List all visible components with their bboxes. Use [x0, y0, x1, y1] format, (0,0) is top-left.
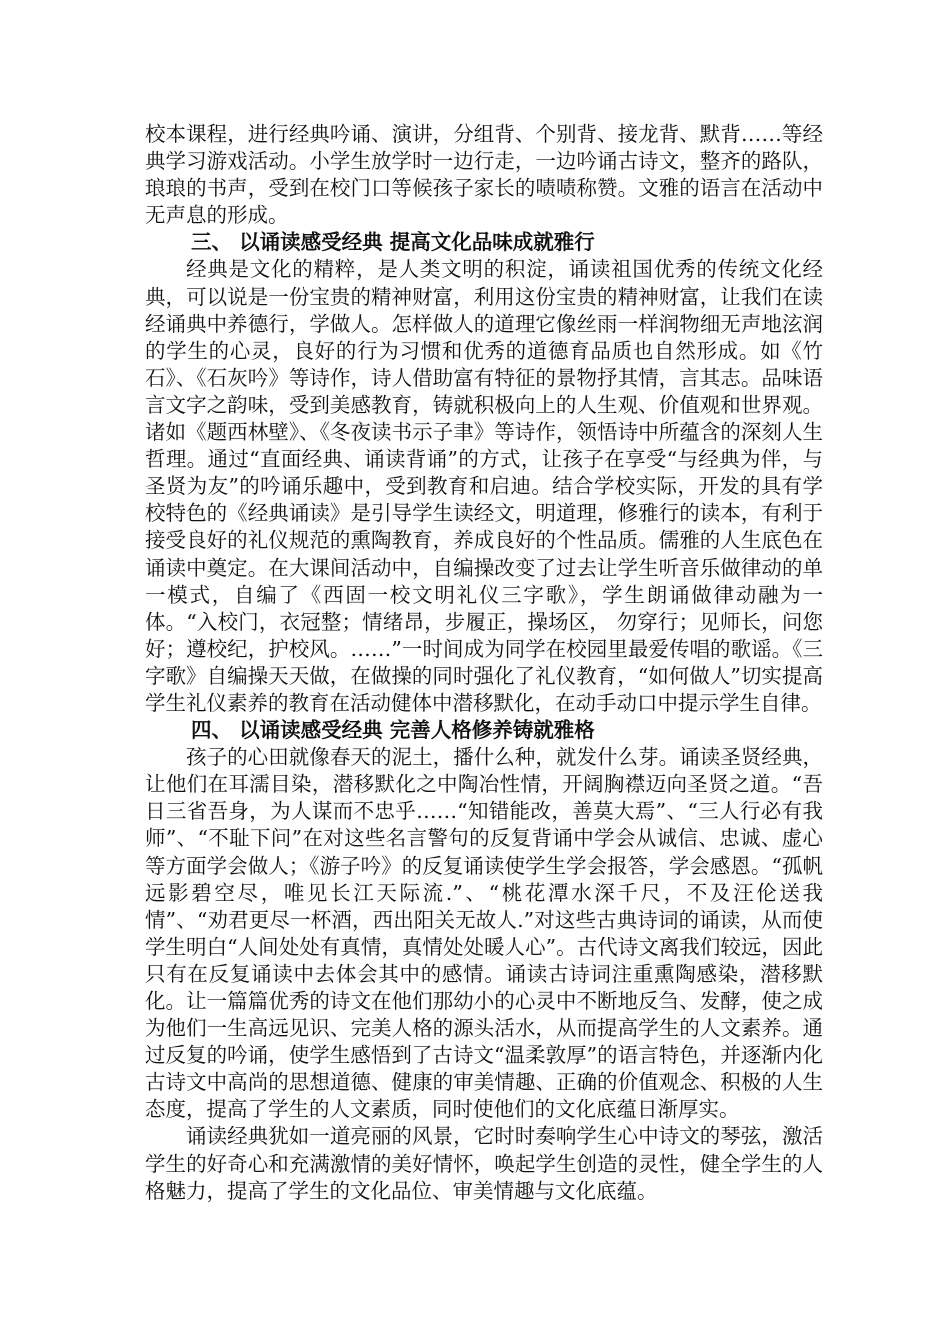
- conclusion-paragraph: 诵读经典犹如一道亮丽的风景，它时时奏响学生心中诗文的琴弦，激活学生的好奇心和充满激情的美好情怀，唤起学生创造的灵性，健全学生的人格魅力，提高了学生的文化品位、审美情趣与文化底蕴。: [145, 1124, 823, 1203]
- section-4-heading: 四、 以诵读感受经典 完善人格修养铸就雅格: [191, 718, 595, 743]
- section-4-paragraph: 孩子的心田就像春天的泥土，播什么种，就发什么芽。诵读圣贤经典，让他们在耳濡目染，潜移默化之中陶冶性情，开阔胸襟迈向圣贤之道。“吾日三省吾身，为人谋而不忠乎……“知错能改，善莫大焉”、“三人行必有我师”、“不耻下问”在对这些名言警句的反复背诵中学会从诚信、忠诚、虚心等方面学会做人；《游子吟》的反复诵读使学生学会报答，学会感恩。“孤帆远影碧空尽，唯见长江天际流.”、“桃花潭水深千尺，不及汪伦送我情”、“劝君更尽一杯酒，西出阳关无故人.”对这些古典诗词的诵读，从而使学生明白“人间处处有真情，真情处处暖人心”。古代诗文离我们较远，因此只有在反复诵读中去体会其中的感情。诵读古诗词注重熏陶感染，潜移默化。让一篇篇优秀的诗文在他们那幼小的心灵中不断地反刍、发酵，使之成为他们一生高远见识、完美人格的源头活水，从而提高学生的人文素养。通过反复的吟诵，使学生感悟到了古诗文“温柔敦厚”的语言特色，并逐渐内化古诗文中高尚的思想道德、健康的审美情趣、正确的价值观念、积极的人生态度，提高了学生的人文素质，同时使他们的文化底蕴日渐厚实。: [145, 745, 823, 1122]
- section-3-paragraph: 经典是文化的精粹，是人类文明的积淀，诵读祖国优秀的传统文化经典，可以说是一份宝贵的精神财富，利用这份宝贵的精神财富，让我们在读经诵典中养德行，学做人。怎样做人的道理它像丝雨一样润物细无声地泫润的学生的心灵，良好的行为习惯和优秀的道德育品质也自然形成。如《竹石》、《石灰吟》等诗作，诗人借助富有特征的景物抒其情，言其志。品味语言文字之韵味，受到美感教育，铸就积极向上的人生观、价值观和世界观。诸如《题西林壁》、《冬夜读书示子聿》等诗作，领悟诗中所蕴含的深刻人生哲理。通过“直面经典、诵读背诵”的方式，让孩子在享受“与经典为伴，与圣贤为友”的吟诵乐趣中，受到教育和启迪。结合学校实际，开发的具有学校特色的《经典诵读》是引导学生读经文，明道理，修雅行的读本，有利于接受良好的礼仪规范的熏陶教育，养成良好的个性品质。儒雅的人生底色在诵读中奠定。在大课间活动中，自编操改变了过去让学生听音乐做律动的单一模式，自编了《西固一校文明礼仪三字歌》，学生朗诵做律动融为一体。“入校门，衣冠整；情绪昂，步履正，操场区， 勿穿行；见师长，问您好；遵校纪，护校风。……”一时间成为同学在校园里最爱传唱的歌谣。《三字歌》自编操天天做，在做操的同时强化了礼仪教育，“如何做人”切实提高学生礼仪素养的教育在活动健体中潜移默化，在动手动口中提示学生自律。: [145, 257, 823, 715]
- section-3-heading: 三、 以诵读感受经典 提高文化品味成就雅行: [191, 230, 595, 255]
- document-page: [145, 121, 823, 1205]
- paragraph-continuation: 校本课程，进行经典吟诵、演讲，分组背、个别背、接龙背、默背……等经典学习游戏活动。小学生放学时一边行走，一边吟诵古诗文，整齐的路队，琅琅的书声，受到在校门口等候孩子家长的啧啧称赞。文雅的语言在活动中无声息的形成。: [145, 122, 823, 228]
